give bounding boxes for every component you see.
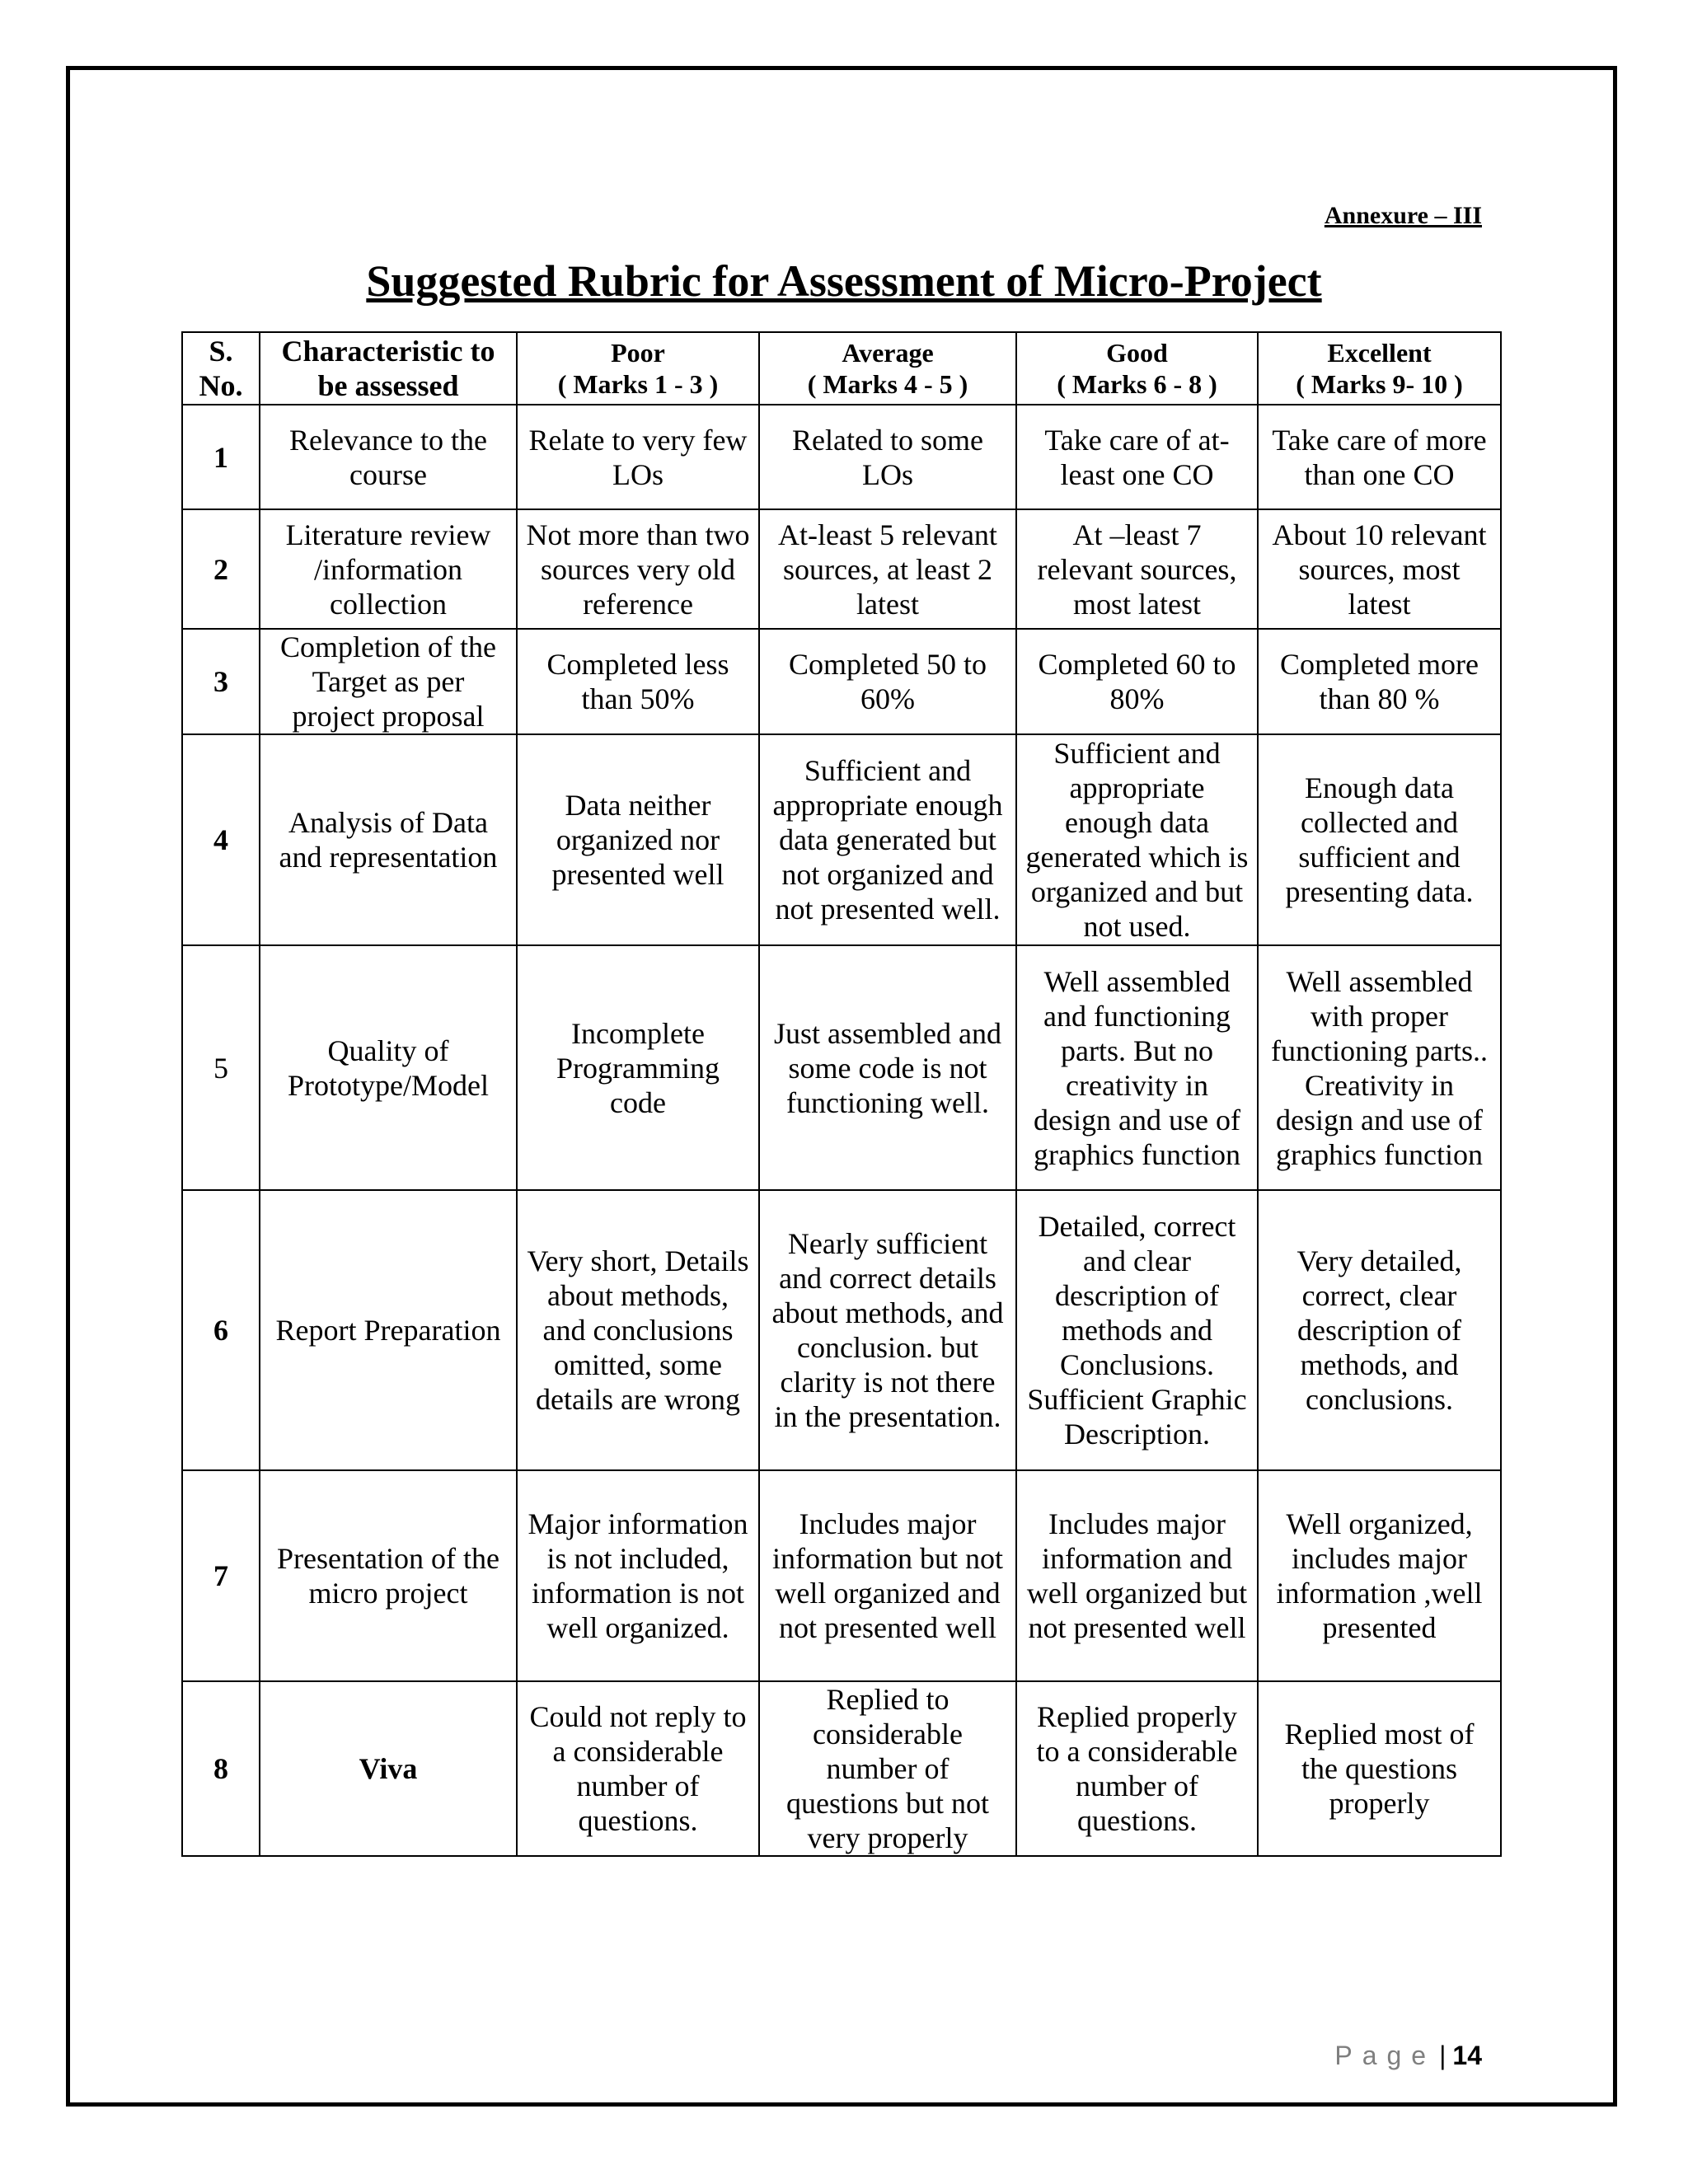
- table-row: [182, 1470, 1501, 1681]
- row-excellent: Enough data collected and sufficient and presenting data.: [1258, 734, 1501, 945]
- header-average-range: ( Marks 4 - 5 ): [807, 369, 968, 399]
- row-poor: Incomplete Programming code: [517, 945, 759, 1190]
- annexure-label: Annexure – III: [1324, 202, 1482, 229]
- row-sno: 4: [182, 734, 260, 945]
- table-row: [182, 1190, 1501, 1470]
- row-excellent: Replied most of the questions properly: [1258, 1681, 1501, 1856]
- header-row: [182, 332, 1501, 405]
- row-sno: 5: [182, 945, 260, 1190]
- row-excellent: Completed more than 80 %: [1258, 629, 1501, 734]
- row-poor: Could not reply to a considerable number of questions.: [517, 1681, 759, 1856]
- row-good: Sufficient and appropriate enough data generated which is organized and but not used.: [1016, 734, 1258, 945]
- row-good: At –least 7 relevant sources, most latest: [1016, 509, 1258, 629]
- row-sno: 3: [182, 629, 260, 734]
- header-poor-label: Poor: [611, 338, 665, 368]
- table-row: [182, 629, 1501, 734]
- page-number: 14: [1452, 2041, 1482, 2070]
- row-characteristic: Relevance to the course: [260, 405, 517, 509]
- row-characteristic: Literature review /information collection: [260, 509, 517, 629]
- header-good-label: Good: [1106, 338, 1168, 368]
- row-excellent: Well organized, includes major information ,well presented: [1258, 1470, 1501, 1681]
- row-poor: Completed less than 50%: [517, 629, 759, 734]
- row-characteristic: Analysis of Data and representation: [260, 734, 517, 945]
- page-separator: |: [1439, 2041, 1447, 2070]
- row-characteristic: Report Preparation: [260, 1190, 517, 1470]
- header-characteristic: Characteristic to be assessed: [260, 332, 517, 405]
- row-good: Completed 60 to 80%: [1016, 629, 1258, 734]
- row-excellent: About 10 relevant sources, most latest: [1258, 509, 1501, 629]
- row-average: Sufficient and appropriate enough data generated but not organized and not presented well.: [759, 734, 1016, 945]
- table-row: [182, 405, 1501, 509]
- row-excellent: Take care of more than one CO: [1258, 405, 1501, 509]
- header-excellent: [1258, 332, 1501, 405]
- row-sno: 8: [182, 1681, 260, 1856]
- row-average: Just assembled and some code is not functioning well.: [759, 945, 1016, 1190]
- header-good: [1016, 332, 1258, 405]
- page-word: Page: [1334, 2041, 1437, 2070]
- row-excellent: Very detailed, correct, clear description of methods, and conclusions.: [1258, 1190, 1501, 1470]
- row-poor: Relate to very few LOs: [517, 405, 759, 509]
- header-good-range: ( Marks 6 - 8 ): [1057, 369, 1217, 399]
- rubric-table: [181, 331, 1502, 1857]
- header-average: [759, 332, 1016, 405]
- row-excellent: Well assembled with proper functioning parts.. Creativity in design and use of graphics function: [1258, 945, 1501, 1190]
- row-average: Completed 50 to 60%: [759, 629, 1016, 734]
- row-poor: Not more than two sources very old reference: [517, 509, 759, 629]
- row-good: Take care of at-least one CO: [1016, 405, 1258, 509]
- row-average: Nearly sufficient and correct details about methods, and conclusion. but clarity is not there in the presentation.: [759, 1190, 1016, 1470]
- header-sno: S. No.: [182, 332, 260, 405]
- row-average: Replied to considerable number of questions but not very properly: [759, 1681, 1016, 1856]
- header-poor-range: ( Marks 1 - 3 ): [557, 369, 719, 399]
- row-average: Includes major information but not well organized and not presented well: [759, 1470, 1016, 1681]
- row-average: At-least 5 relevant sources, at least 2 latest: [759, 509, 1016, 629]
- row-poor: Major information is not included, information is not well organized.: [517, 1470, 759, 1681]
- row-sno: 7: [182, 1470, 260, 1681]
- header-poor: [517, 332, 759, 405]
- row-characteristic: Quality of Prototype/Model: [260, 945, 517, 1190]
- row-good: Replied properly to a considerable number of questions.: [1016, 1681, 1258, 1856]
- row-sno: 6: [182, 1190, 260, 1470]
- row-good: Includes major information and well organized but not presented well: [1016, 1470, 1258, 1681]
- row-sno: 2: [182, 509, 260, 629]
- row-good: Well assembled and functioning parts. But no creativity in design and use of graphics function: [1016, 945, 1258, 1190]
- table-row: [182, 734, 1501, 945]
- table-row: [182, 1681, 1501, 1856]
- row-good: Detailed, correct and clear description of methods and Conclusions. Sufficient Graphic Description.: [1016, 1190, 1258, 1470]
- table-row: [182, 509, 1501, 629]
- row-sno: 1: [182, 405, 260, 509]
- row-poor: Very short, Details about methods, and conclusions omitted, some details are wrong: [517, 1190, 759, 1470]
- header-average-label: Average: [842, 338, 934, 368]
- row-characteristic: Viva: [260, 1681, 517, 1856]
- page-title: Suggested Rubric for Assessment of Micro-Project: [366, 256, 1322, 306]
- header-excellent-range: ( Marks 9- 10 ): [1296, 369, 1463, 399]
- row-characteristic: Completion of the Target as per project proposal: [260, 629, 517, 734]
- row-poor: Data neither organized nor presented well: [517, 734, 759, 945]
- row-average: Related to some LOs: [759, 405, 1016, 509]
- header-excellent-label: Excellent: [1327, 338, 1432, 368]
- page-footer: [1334, 2041, 1482, 2071]
- row-characteristic: Presentation of the micro project: [260, 1470, 517, 1681]
- table-row: [182, 945, 1501, 1190]
